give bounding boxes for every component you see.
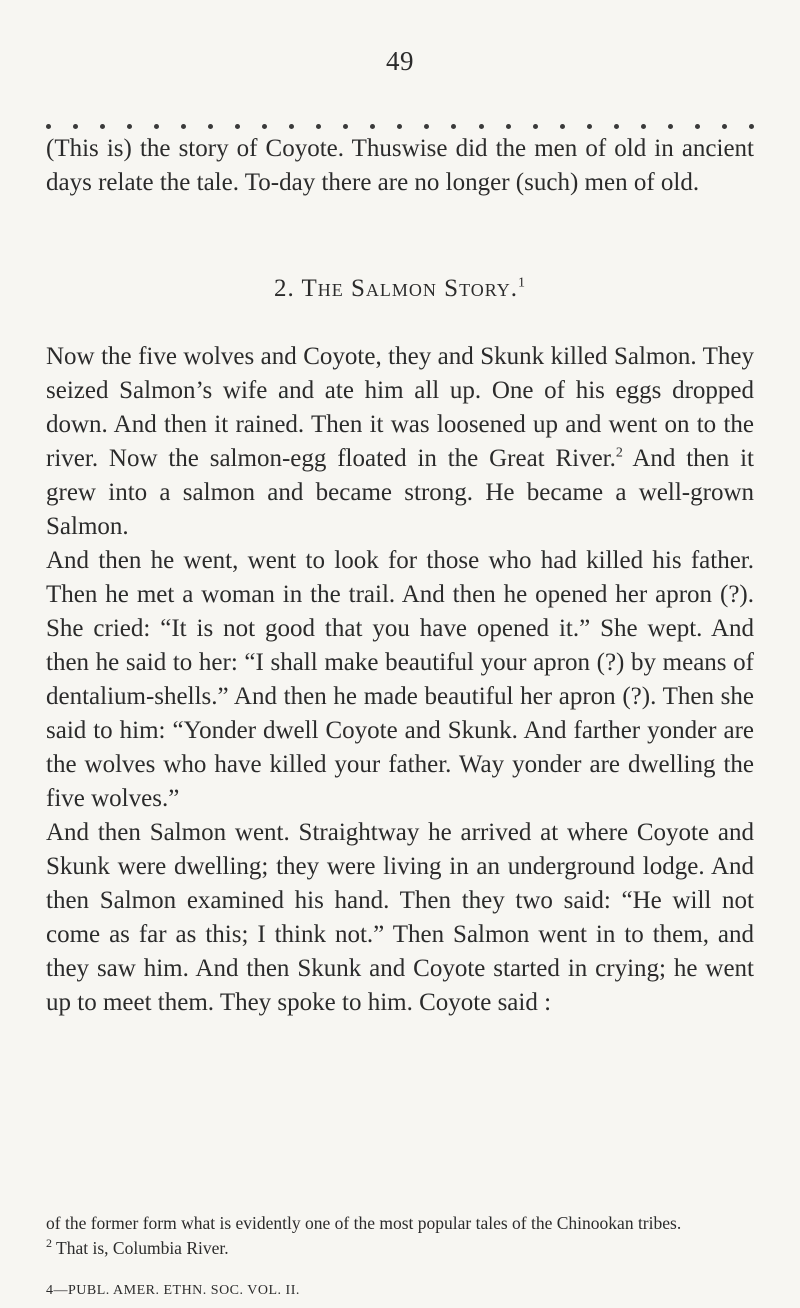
story-body [46,340,754,1020]
story-paragraph-3: And then Salmon went. Straightway he arrived at where Coyote and Skunk were dwelling; they were living in an underground lodge. And then Salmon examined his hand. Then they two said: “He will not come as far as this; I think not.” Then Salmon went in to them, and they saw him. And then Skunk and Coyote started in crying; he went up to meet them. They spoke to him. Coyote said : [46,819,754,1016]
intro-paragraph [46,132,754,200]
footnote-2-number: 2 [46,1236,52,1251]
heading-note-ref: 1 [518,275,527,291]
footnotes [46,1211,754,1261]
story-p1-note-ref: 2 [615,445,623,461]
publication-imprint: 4—PUBL. AMER. ETHN. SOC. VOL. II. [46,1283,300,1298]
footnote-2 [46,1236,754,1261]
story-p1-a: Now the five wolves and Coyote, they and Skunk killed Salmon. They seized Salmon’s wife and ate him all up. One of his eggs dropped down. And then it rained. Then it was loosened up and went on to the river. Now the salmon-egg floated in the Great River. [46,343,754,472]
page-number: 49 [386,46,414,76]
ellipsis-dots [46,124,754,129]
story-p1-b: And then it grew into a salmon and became strong. He became a well-grown Salmon. [46,445,754,540]
intro-text: (This is) the story of Coyote. Thuswise did the men of old in ancient days relate the tale. To-day there are no longer (such) men of old. [46,135,754,196]
section-heading [0,275,800,303]
footnote-2-text: That is, Columbia River. [52,1238,229,1258]
footnote-1: of the former form what is evidently one of the most popular tales of the Chinookan tribes. [46,1213,682,1233]
story-paragraph-1 [46,340,754,544]
story-paragraph-2: And then he went, went to look for those who had killed his father. Then he met a woman in the trail. And then he opened her apron (?). She cried: “It is not good that you have opened it.” She wept. And then he said to her: “I shall make beautiful your apron (?) by means of dentalium-shells.” And then he made beautiful her apron (?). Then she said to him: “Yonder dwell Coyote and Skunk. And farther yonder are the wolves who have killed your father. Way yonder are dwelling the five wolves.” [46,547,754,812]
heading-text: 2. The Salmon Story. [273,275,519,302]
